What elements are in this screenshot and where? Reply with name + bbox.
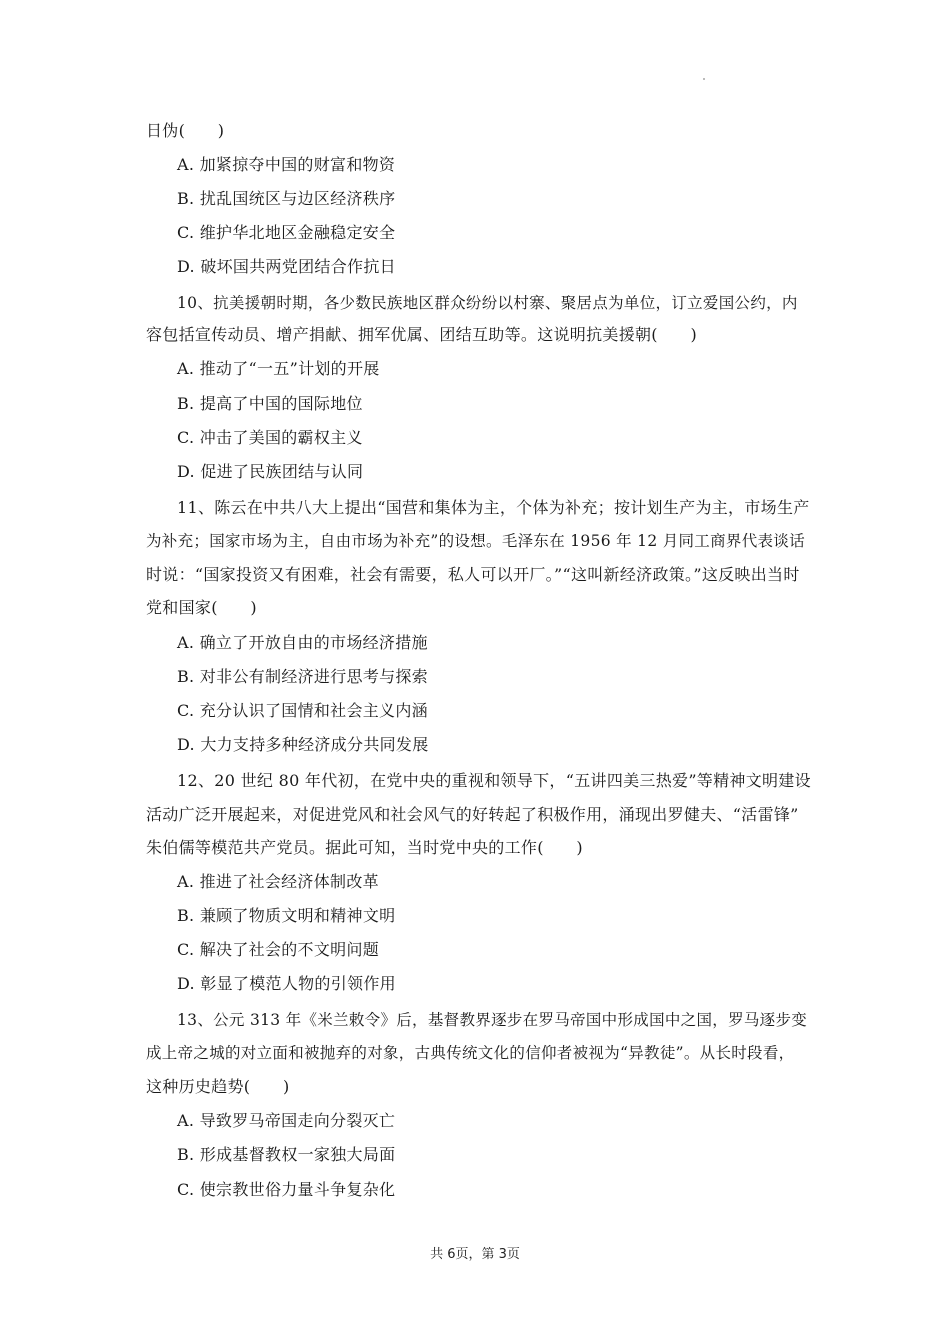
q9-option-d: D. 破坏国共两党团结合作抗日 xyxy=(177,257,396,276)
q10-stem-line-2: 容包括宣传动员、增产捐献、拥军优属、团结互助等。这说明抗美援朝( ) xyxy=(146,325,697,344)
q13-option-b: B. 形成基督教权一家独大局面 xyxy=(177,1145,396,1164)
q12-option-b: B. 兼顾了物质文明和精神文明 xyxy=(177,906,396,925)
q9-option-b: B. 扰乱国统区与边区经济秩序 xyxy=(177,189,396,208)
q12-option-a: A. 推进了社会经济体制改革 xyxy=(177,872,379,891)
q11-option-d: D. 大力支持多种经济成分共同发展 xyxy=(177,735,429,754)
q11-stem-line-4: 党和国家( ) xyxy=(146,598,257,617)
q13-stem-line-3: 这种历史趋势( ) xyxy=(146,1077,290,1096)
q10-option-c: C. 冲击了美国的霸权主义 xyxy=(177,428,363,447)
q11-stem-line-2: 为补充；国家市场为主，自由市场为补充”的设想。毛泽东在 1956 年 12 月同工商界代表谈话 xyxy=(146,532,805,550)
q9-option-a: A. 加紧掠夺中国的财富和物资 xyxy=(177,155,396,174)
q9-stem-tail: 日伪( ) xyxy=(146,121,225,140)
q13-option-c: C. 使宗教世俗力量斗争复杂化 xyxy=(177,1180,396,1199)
q11-stem-line-3: 时说：“国家投资又有困难，社会有需要，私人可以开厂。”“这叫新经济政策。”这反映出当时 xyxy=(146,565,800,584)
q13-stem-line-2: 成上帝之城的对立面和被抛弃的对象，古典传统文化的信仰者被视为“异教徒”。从长时段看， xyxy=(146,1044,795,1062)
q10-option-a: A. 推动了“一五”计划的开展 xyxy=(177,359,380,378)
q12-option-d: D. 彰显了模范人物的引领作用 xyxy=(177,974,396,993)
q12-stem-line-3: 朱伯儒等模范共产党员。据此可知，当时党中央的工作( ) xyxy=(146,838,583,857)
q10-stem-line-1: 10、抗美援朝时期，各少数民族地区群众纷纷以村寨、聚居点为单位，订立爱国公约，内 xyxy=(177,294,798,312)
page-footer: 共 6页，第 3页 xyxy=(430,1247,520,1262)
q11-option-a: A. 确立了开放自由的市场经济措施 xyxy=(177,633,428,652)
q13-option-a: A. 导致罗马帝国走向分裂灭亡 xyxy=(177,1111,396,1130)
q12-option-c: C. 解决了社会的不文明问题 xyxy=(177,940,380,959)
q13-stem-line-1: 13、公元 313 年《米兰敕令》后，基督教界逐步在罗马帝国中形成国中之国，罗马逐步变 xyxy=(177,1011,808,1029)
q12-stem-line-2: 活动广泛开展起来，对促进党风和社会风气的好转起了积极作用，涌现出罗健夫、“活雷锋” xyxy=(146,805,799,824)
q11-option-c: C. 充分认识了国情和社会主义内涵 xyxy=(177,701,428,720)
q10-option-d: D. 促进了民族团结与认同 xyxy=(177,462,364,481)
q10-option-b: B. 提高了中国的国际地位 xyxy=(177,394,363,413)
q11-stem-line-1: 11、陈云在中共八大上提出“国营和集体为主，个体为补充；按计划生产为主，市场生产 xyxy=(177,498,810,517)
q12-stem-line-1: 12、20 世纪 80 年代初，在党中央的重视和领导下，“五讲四美三热爱”等精神文明建设 xyxy=(177,771,811,790)
q11-option-b: B. 对非公有制经济进行思考与探索 xyxy=(177,667,429,686)
scan-speck xyxy=(703,78,705,80)
q9-option-c: C. 维护华北地区金融稳定安全 xyxy=(177,223,396,242)
